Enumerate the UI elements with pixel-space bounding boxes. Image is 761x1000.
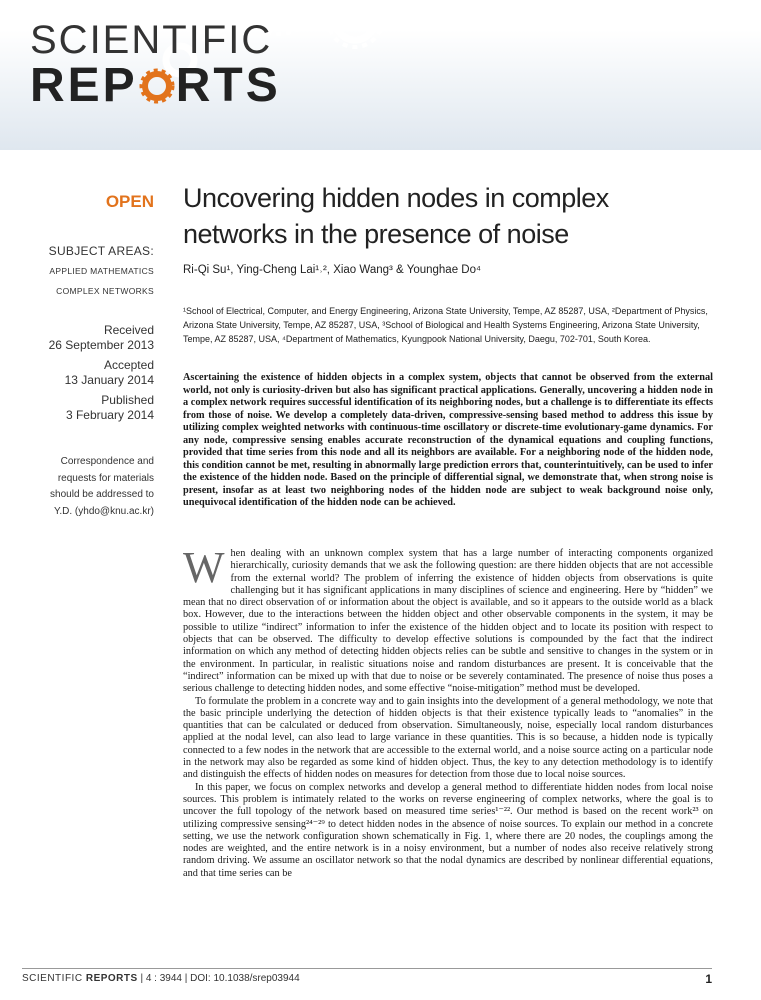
article-title xyxy=(183,180,743,252)
article-body xyxy=(183,543,713,880)
accepted-label: Accepted xyxy=(103,358,154,372)
title-line: Uncovering hidden nodes in complex xyxy=(183,183,609,213)
journal-logo-top: SCIENTIFIC xyxy=(30,18,273,62)
paragraph xyxy=(183,543,713,696)
footer-journal-b: REPORTS xyxy=(85,973,138,984)
page-footer xyxy=(22,973,300,984)
drop-cap: W xyxy=(183,543,225,592)
abstract: Ascertaining the existence of hidden objects in a complex system, objects that cannot be observed from the external world, not only is curiosity-driven but also has significant practical applications. Generally, uncovering a hidden node in a complex network requires successful identification of its neighboring nodes, but a challenge is to differentiate its effects from those of noise. We develop a completely data-driven, compressive-sensing based method to address this issue by utilizing complex weighted networks with continuous-time oscillatory or discrete-time evolutionary-game dynamics. For any node, compressive sensing enables accurate reconstruction of the dynamical equations and coupling functions, provided that time series from this node and all its neighbors are available. For a neighboring node of the hidden node, this condition cannot be met, resulting in abnormally large prediction errors that, counterintuitively, can be used to infer the existence of the hidden node. Based on the principle of differential signal, we demonstrate that, when strong noise is present, insofar as at least two neighboring nodes of the hidden node are subject to weak background noise only, unequivocal identification of the hidden node can be achieved. xyxy=(183,372,713,508)
journal-logo-bottom xyxy=(30,58,281,113)
paragraph-text: hen dealing with an unknown complex system that has a large number of interacting components organized hierarchically, curiosity demands that we ask the following question: are there hidden objects that are not accessible from the external world? The problem of inferring the existence of hidden objects from observations is quite challenging but it has significant applications in many disciplines of science and engineering. Here by “hidden” we mean that no direct observation of or information about the object is available, and so it appears to the outside world as a black box. However, due to the interactions between the hidden object and other observable components in the system, it may be possible to utilize “indirect” information to infer the existence of the hidden object and to locate its position with respect to objects that can be observed. The difficulty to develop effective solutions is compounded by the fact that the indirect information on which any method of detecting hidden objects relies can be subtle and sensitive to changes in the system or in the environment. In particular, in realistic situations noise and random disturbances are present. It is conceivable that the “indirect” information can be mixed up with that due to noise or be severely contaminated. The presence of noise thus poses a serious challenge to detecting hidden nodes, and some effective “noise-mitigation” method must be developed. xyxy=(183,548,713,695)
title-line: networks in the presence of noise xyxy=(183,219,569,249)
logo-rts: RTS xyxy=(175,59,281,112)
paragraph: In this paper, we focus on complex networks and develop a general method to differentiate hidden nodes from local noise sources. This problem is intimately related to the works on reverse engineering of complex networks, where the goal is to uncover the full topology of the network based on measured time series¹⁻²². Our method is based on the recent work²³ on utilizing compressive sensing²⁴⁻²⁹ to detect hidden nodes in the absence of noise sources. To explain our method in a concrete setting, we use the network configuration shown schematically in Fig. 1, where there are 20 nodes, the couplings among the nodes are weighted, and the entire network is in a noisy environment, but a number of nodes also receive relatively strong random driving. We assume an oscillator network so that the nodal dynamics are described by nonlinear differential equations, and that time series can be xyxy=(183,781,713,879)
published-date: 3 February 2014 xyxy=(65,408,154,422)
paragraph: To formulate the problem in a concrete way and to gain insights into the development of a general methodology, we note that the basic principle underlying the detection of hidden objects is that their existence typically leads to “anomalies” in the quantities that can be calculated or deduced from observation. Simultaneously, noise, especially local random disturbances applied at the nodal level, can also lead to large variance in these quantities. This is so because, a hidden node is typically connected to a few nodes in the network that are accessible to the external world, and a noise source acting on a particular node in the network may also be regarded as some kind of hidden object. Thus, the key to any detection methodology is to identify and distinguish the effects of hidden nodes on measures for detection from those due to local noise sources. xyxy=(183,695,713,781)
received-date: 26 September 2013 xyxy=(48,338,154,352)
subject-areas-heading: SUBJECT AREAS: xyxy=(48,244,154,258)
published-block xyxy=(20,393,154,423)
correspondence-email[interactable]: Y.D. (yhdo@knu.ac.kr) xyxy=(53,505,154,517)
subject-link[interactable]: COMPLEX NETWORKS xyxy=(56,286,154,296)
accepted-date: 13 January 2014 xyxy=(64,373,154,387)
correspondence-line: should be addressed to xyxy=(50,489,154,500)
subject-link[interactable]: APPLIED MATHEMATICS xyxy=(49,266,154,276)
footer-journal-a: SCIENTIFIC xyxy=(22,973,83,984)
published-label: Published xyxy=(101,393,154,407)
open-access-label: OPEN xyxy=(105,192,154,211)
correspondence-line: requests for materials xyxy=(57,472,154,484)
received-block xyxy=(20,323,154,353)
page-number: 1 xyxy=(705,972,712,986)
logo-rep: REP xyxy=(30,59,138,112)
correspondence-note xyxy=(20,454,154,520)
correspondence-line: Correspondence and xyxy=(60,456,154,467)
received-label: Received xyxy=(103,323,154,337)
affiliations: ¹School of Electrical, Computer, and Energy Engineering, Arizona State University, Tempe, AZ 85287, USA, ²Department of Physics, Arizona State University, Tempe, AZ 85287, USA, ³School of Biological and Health Systems Engineering, Arizona State University, Tempe, AZ 85287, USA, ⁴Department of Mathematics, Kyungpook National University, Daegu, 702-701, South Korea. xyxy=(183,306,708,344)
footer-citation: | 4 : 3944 | DOI: 10.1038/srep03944 xyxy=(140,973,300,984)
footer-journal xyxy=(22,973,138,984)
gear-o-icon xyxy=(139,68,175,104)
author-list: Ri-Qi Su¹, Ying-Cheng Lai¹˒², Xiao Wang³ & Younghae Do⁴ xyxy=(183,264,481,276)
footer-divider xyxy=(22,968,712,969)
accepted-block xyxy=(20,358,154,388)
